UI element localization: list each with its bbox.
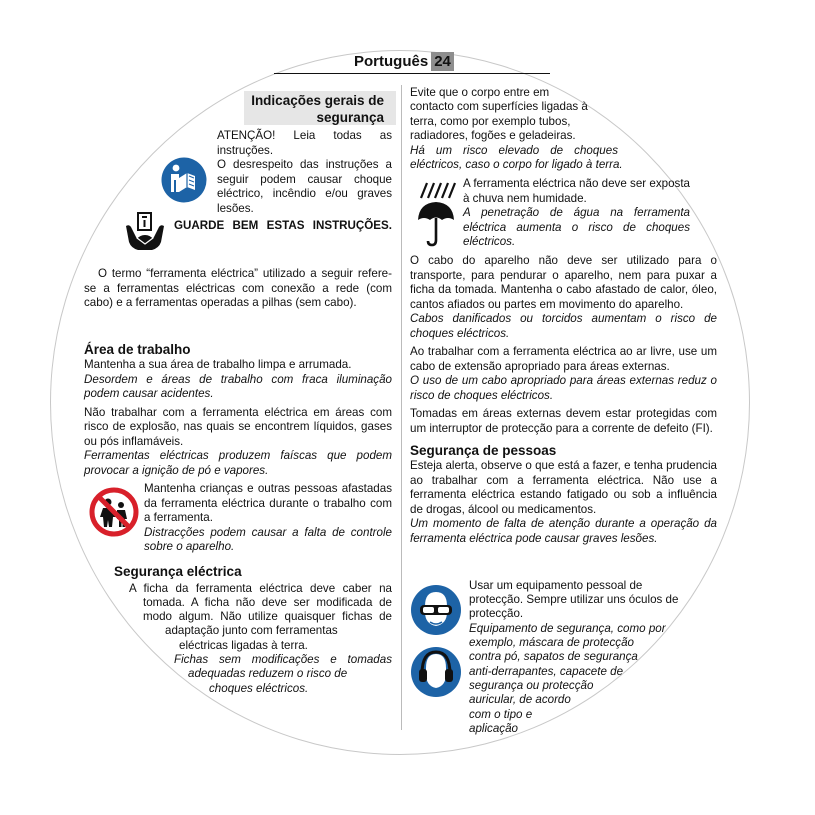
- safety-glasses-icon: [410, 584, 462, 636]
- ppe-reason-2: exemplo, máscara de protecção: [469, 636, 634, 649]
- ppe-reason-8: aplicação: [469, 722, 518, 735]
- keep-instructions-text: GUARDE BEM ESTAS INSTRUÇÕES.: [174, 219, 392, 232]
- cable-reason: Cabos danificados ou torcidos aumentam o risco de choques eléctricos.: [410, 312, 717, 340]
- term-paragraph: O termo “ferramenta eléctrica” utilizado a seguir refere-se a ferramentas eléctricas com conexão a rede (com cabo) e a ferramentas operadas a pilhas (sem cabo).: [84, 267, 392, 309]
- header-language: Português: [354, 53, 429, 70]
- work-area-rule-2-reason: Ferramentas eléctricas produzem faíscas que podem provocar a ignição de pó e vapores.: [84, 449, 392, 477]
- rain-umbrella-icon: [413, 180, 459, 248]
- rain-block: [463, 177, 690, 250]
- ppe-reason-6: auricular, de acordo: [469, 693, 571, 706]
- children-block: [144, 482, 392, 555]
- people-title: Segurança de pessoas: [410, 443, 557, 458]
- plug-line-5: eléctricas ligadas à terra.: [179, 639, 308, 652]
- ppe-line-2: protecção. Sempre utilizar uns óculos de: [469, 593, 679, 606]
- ppe-reason-1: Equipamento de segurança, como por: [469, 622, 666, 635]
- alert-reason: Um momento de falta de atenção durante a operação da ferramenta eléctrica pode causar graves lesões.: [410, 517, 717, 545]
- alert-text: Esteja alerta, observe o que está a fazer, e tenha prudencia ao trabalhar com a ferramenta eléctrica. Não use a ferramenta eléctrica estando fatigado ou sob a influência de drogas, álcool ou medicamentos.: [410, 459, 717, 516]
- work-area-rule-1: Mantenha a sua área de trabalho limpa e arrumada.: [84, 358, 352, 371]
- cable-block: [410, 254, 717, 546]
- plug-reason-1: Fichas sem modificações e tomadas: [174, 653, 392, 666]
- ppe-reason-4: anti-derrapantes, capacete de: [469, 665, 624, 678]
- ear-protection-icon: [410, 646, 462, 698]
- electric-section: [114, 563, 392, 580]
- body-contact-line-3: terra, como por exemplo tubos,: [410, 115, 571, 128]
- work-area-title: Área de trabalho: [84, 342, 191, 357]
- body-contact-line-1: Evite que o corpo entre em: [410, 86, 550, 99]
- rain-text: A ferramenta eléctrica não deve ser exposta à chuva nem humidade.: [463, 177, 690, 205]
- plug-reason-3: choques eléctricos.: [209, 682, 309, 695]
- plug-line-3: modo algum. Não utilize quaisquer fichas de: [143, 610, 392, 623]
- ppe-line-1: Usar um equipamento pessoal de: [469, 579, 643, 592]
- electric-title: Segurança eléctrica: [114, 564, 242, 579]
- no-children-icon: [89, 487, 139, 537]
- ppe-reason-5: segurança ou protecção: [469, 679, 594, 692]
- body-contact-line-4: radiadores, fogões e geladeiras.: [410, 129, 576, 142]
- plug-line-1: A ficha da ferramenta eléctrica deve caber na: [129, 582, 392, 595]
- book-hands-icon: [124, 210, 166, 252]
- rain-reason: A penetração de água na ferramenta eléctrica aumenta o risco de choques eléctricos.: [463, 206, 690, 248]
- general-title-text: Indicações gerais de segurança: [251, 93, 384, 125]
- header-rule: [274, 73, 550, 74]
- page-header: [354, 52, 454, 72]
- ppe-line-3: protecção.: [469, 607, 524, 620]
- outdoor-reason: O uso de um cabo apropriado para áreas externas reduz o risco de choques eléctricos.: [410, 374, 717, 402]
- outdoor-text: Ao trabalhar com a ferramenta eléctrica ao ar livre, use um cabo de extensão apropriado para áreas externas.: [410, 345, 717, 373]
- body-contact-reason-2: eléctricos, caso o corpo for ligado à terra.: [410, 158, 623, 171]
- noncompliance-text: O desrespeito das instruções a seguir podem causar choque eléctrico, incêndio e/ou graves lesões.: [217, 158, 392, 215]
- ppe-reason-3: contra pó, sapatos de segurança: [469, 650, 638, 663]
- general-title: [246, 92, 394, 126]
- page-number: 24: [431, 52, 454, 71]
- sockets-text: Tomadas em áreas externas devem estar protegidas com um interruptor de protecção para a corrente de defeito (FI).: [410, 407, 717, 435]
- children-reason: Distracções podem causar a falta de controle sobre o aparelho.: [144, 525, 392, 553]
- read-manual-icon: [161, 157, 207, 203]
- column-divider: [401, 85, 402, 730]
- work-area-section: [84, 341, 392, 478]
- attention-text: ATENÇÃO! Leia todas as instruções.: [217, 129, 392, 157]
- work-area-rule-2: Não trabalhar com a ferramenta eléctrica em áreas com risco de explosão, nas quais se encontrem líquidos, gases ou pós inflamáveis.: [84, 405, 392, 448]
- ppe-reason-7: com o tipo e: [469, 708, 533, 721]
- plug-reason-2: adequadas reduzem o risco de: [188, 667, 348, 680]
- plug-line-4: adaptação junto com ferramentas: [165, 624, 338, 637]
- body-contact-line-2: contacto com superfícies ligadas à: [410, 100, 588, 113]
- plug-line-2: tomada. A ficha não deve ser modificada de: [143, 596, 392, 609]
- body-contact-reason-1: Há um risco elevado de choques: [410, 144, 618, 157]
- cable-text: O cabo do aparelho não deve ser utilizado para o transporte, para pendurar o aparelho, nem para puxar a ficha da tomada. Mantenha o cabo afastado de calor, óleo, cantos afiados ou partes em movimento do aparelho.: [410, 254, 717, 311]
- children-text: Mantenha crianças e outras pessoas afastadas da ferramenta eléctrica durante o trabalho com a ferramenta.: [144, 482, 392, 524]
- work-area-rule-1-reason: Desordem e áreas de trabalho com fraca iluminação podem causar acidentes.: [84, 372, 392, 400]
